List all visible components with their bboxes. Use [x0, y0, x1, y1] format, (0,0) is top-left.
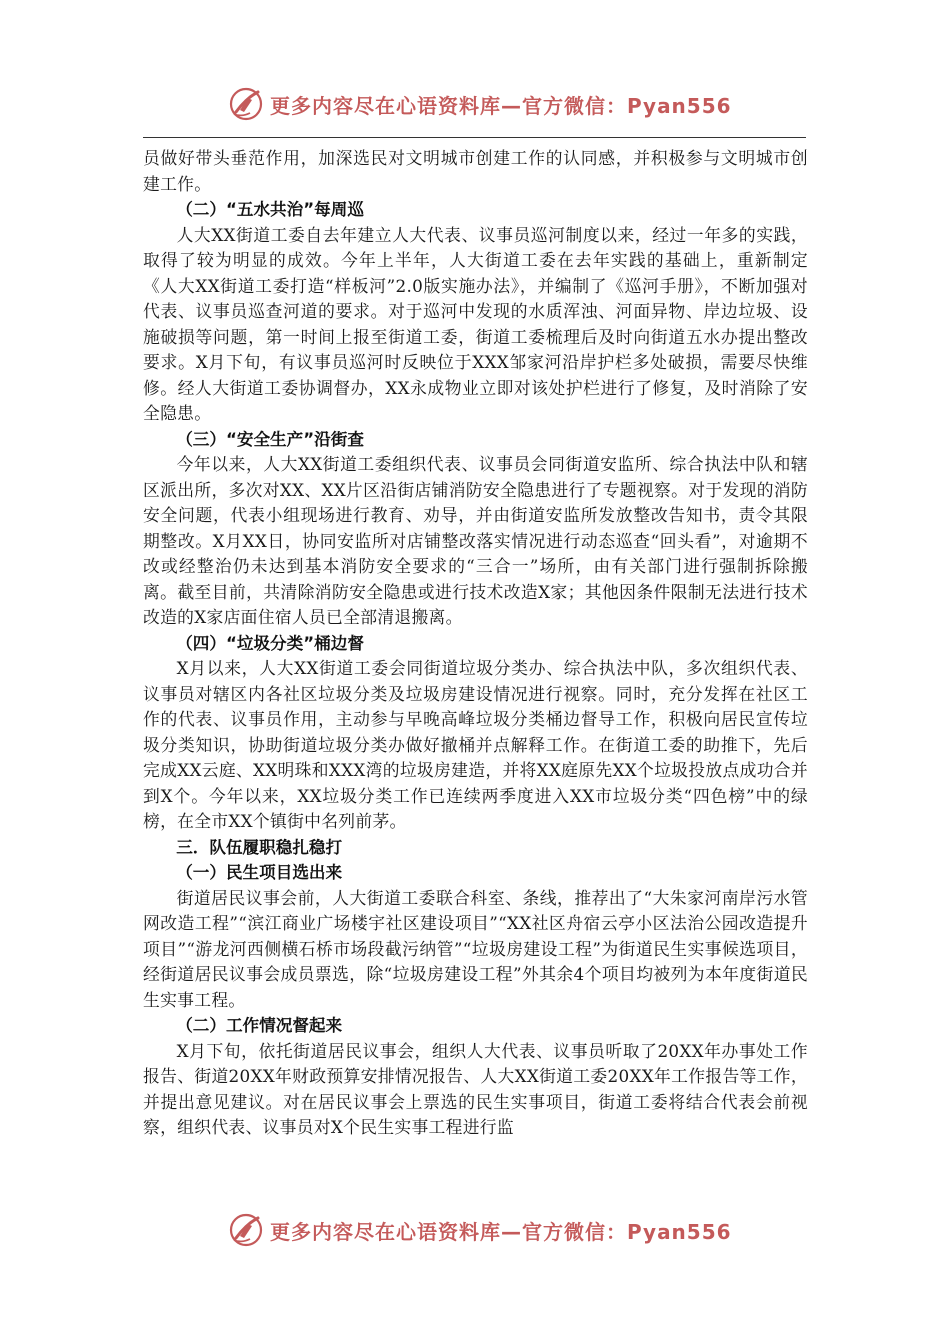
paragraph: 员做好带头垂范作用，加深选民对文明城市创建工作的认同感，并积极参与文明城市创建工作。 [143, 148, 808, 194]
document-body [143, 146, 808, 1141]
paragraph: 街道居民议事会前，人大街道工委联合科室、条线，推荐出了“大朱家河南岸污水管网改造工程”“滨江商业广场楼宇社区建设项目”“XX社区舟宿云亭小区法治公园改造提升项目”“游龙河西侧横石桥市场段截污纳管”“垃圾房建设工程”为街道民生实事候选项目，经街道居民议事会成员票选，除“垃圾房建设工程”外其余4个项目均被列为本年度街道民生实事工程。 [143, 887, 808, 1010]
pen-swoosh-logo-icon [228, 86, 264, 122]
paragraph: 今年以来，人大XX街道工委组织代表、议事员会同街道安监所、综合执法中队和辖区派出所，多次对XX、XX片区沿街店铺消防安全隐患进行了专题视察。对于发现的消防安全问题，代表小组现场进行教育、劝导，并由街道安监所发放整改告知书，责令其限期整改。X月XX日，协同安监所对店铺整改落实情况进行动态巡查“回头看”，对逾期不改或经整治仍未达到基本消防安全要求的“三合一”场所，由有关部门进行强制拆除搬离。截至目前，共清除消防安全隐患或进行技术改造X家；其他因条件限制无法进行技术改造的X家店面住宿人员已全部清退搬离。 [143, 454, 808, 627]
section-heading: （四）“垃圾分类”桶边督 [176, 633, 364, 653]
section-heading: （二）工作情况督起来 [176, 1016, 343, 1035]
section-heading: （一）民生项目选出来 [176, 863, 343, 882]
paragraph: X月下旬，依托街道居民议事会，组织人大代表、议事员听取了20XX年办事处工作报告、街道20XX年财政预算安排情况报告、人大XX街道工委20XX年工作报告等工作，并提出意见建议。对在居民议事会上票选的民生实事项目，街道工委将结合代表会前视察，组织代表、议事员对X个民生实事工程进行监 [143, 1040, 808, 1137]
section-heading: （三）“安全生产”沿街查 [176, 429, 364, 449]
paragraph: X月以来，人大XX街道工委会同街道垃圾分类办、综合执法中队，多次组织代表、议事员对辖区内各社区垃圾分类及垃圾房建设情况进行视察。同时，充分发挥在社区工作的代表、议事员作用，主动参与早晚高峰垃圾分类桶边督导工作，积极向居民宣传垃圾分类知识，协助街道垃圾分类办做好撤桶并点解释工作。在街道工委的助推下，先后完成XX云庭、XX明珠和XXX湾的垃圾房建造，并将XX庭原先XX个垃圾投放点成功合并到X个。今年以来，XX垃圾分类工作已连续两季度进入XX市垃圾分类“四色榜”中的绿榜，在全市XX个镇街中名列前茅。 [143, 658, 808, 831]
header-divider [143, 137, 806, 138]
banner-text: 更多内容尽在心语资料库—官方微信：Pyan556 [270, 1219, 732, 1244]
header-banner [228, 84, 732, 124]
chapter-heading: 三．队伍履职稳扎稳打 [176, 837, 343, 857]
section-heading: （二）“五水共治”每周巡 [176, 200, 364, 219]
paragraph: 人大XX街道工委自去年建立人大代表、议事员巡河制度以来，经过一年多的实践，取得了较为明显的成效。今年上半年，人大街道工委在去年实践的基础上，重新制定《人大XX街道工委打造“样板河”2.0版实施办法》，并编制了《巡河手册》，不断加强对代表、议事员巡查河道的要求。对于巡河中发现的水质浑浊、河面异物、岸边垃圾、设施破损等问题，第一时间上报至街道工委，街道工委梳理后及时向街道五水办提出整改要求。X月下旬，有议事员巡河时反映位于XXX邹家河沿岸护栏多处破损，需要尽快维修。经人大街道工委协调督办，XX永成物业立即对该处护栏进行了修复，及时消除了安全隐患。 [143, 224, 808, 423]
footer-banner [228, 1210, 732, 1250]
pen-swoosh-logo-icon [228, 1212, 264, 1248]
banner-text: 更多内容尽在心语资料库—官方微信：Pyan556 [270, 93, 732, 118]
